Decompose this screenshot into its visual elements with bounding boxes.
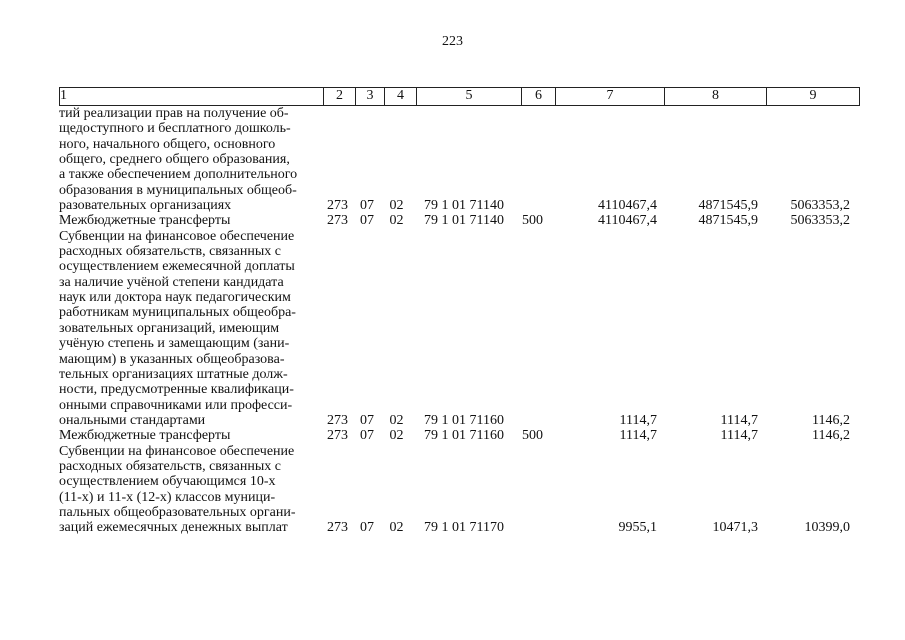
description-line: разовательных организациях: [59, 198, 232, 214]
cell-c7: 1114,7: [619, 412, 657, 428]
table-row: [59, 106, 850, 213]
cell-c5: 79 1 01 71140: [424, 198, 504, 214]
cell-c3: 07: [360, 520, 374, 536]
description-line: онными справочниками или професси-: [59, 397, 293, 413]
cell-c7: 1114,7: [619, 428, 657, 444]
cell-c2: 273: [327, 198, 348, 214]
column-header-7: 7: [556, 88, 665, 105]
cell-c5: 79 1 01 71160: [424, 412, 504, 428]
column-header-5: 5: [417, 88, 522, 105]
description-line: образования в муниципальных общеоб-: [59, 182, 297, 198]
cell-c7: 4110467,4: [598, 213, 657, 229]
column-header-8: 8: [665, 88, 767, 105]
cell-c8: 10471,3: [712, 520, 758, 536]
column-header-9: 9: [809, 88, 817, 103]
cell-c3: 07: [360, 198, 374, 214]
cell-c3: 07: [360, 412, 374, 428]
description-line: осуществлением ежемесячной доплаты: [59, 259, 295, 275]
column-header-4: 4: [385, 88, 417, 105]
description-line: тельных организациях штатные долж-: [59, 366, 288, 382]
table-body: [59, 106, 850, 536]
description-line: наук или доктора наук педагогическим: [59, 290, 291, 306]
cell-c2: 273: [327, 412, 348, 428]
row-description: [59, 444, 322, 536]
description-line: заций ежемесячных денежных выплат: [59, 520, 288, 536]
description-line: ональными стандартами: [59, 412, 206, 428]
description-line: расходных обязательств, связанных с: [59, 458, 281, 474]
cell-c4: 02: [389, 428, 404, 444]
description-line: зовательных организаций, имеющим: [59, 320, 280, 336]
description-line: Субвенции на финансовое обеспечение: [59, 443, 295, 459]
description-line: Субвенции на финансовое обеспечение: [59, 228, 295, 244]
cell-c4: 02: [389, 213, 404, 229]
description-line: ности, предусмотренные квалификаци-: [59, 382, 294, 398]
cell-c4: 02: [389, 412, 404, 428]
cell-c9: 10399,0: [804, 520, 850, 536]
cell-c9: 1146,2: [812, 428, 850, 444]
cell-c5: 79 1 01 71160: [424, 428, 504, 444]
description-line: Межбюджетные трансферты: [59, 213, 231, 229]
table-row: [59, 428, 850, 443]
table-row: [59, 229, 850, 428]
cell-c2: 273: [327, 428, 348, 444]
table-row: [59, 213, 850, 228]
description-line: за наличие учёной степени кандидата: [59, 274, 284, 290]
column-header-6: 6: [522, 88, 556, 105]
cell-c5: 79 1 01 71140: [424, 213, 504, 229]
cell-c4: 02: [389, 520, 404, 536]
description-line: а также обеспечением дополнительного: [59, 167, 298, 183]
cell-c2: 273: [327, 520, 348, 536]
row-description: [59, 428, 322, 443]
row-description: [59, 213, 322, 228]
page-number: 223: [442, 34, 463, 49]
cell-c7: 4110467,4: [598, 198, 657, 214]
description-line: тий реализации прав на получение об-: [59, 106, 289, 121]
description-line: работникам муниципальных общеобра-: [59, 305, 296, 321]
cell-c8: 1114,7: [720, 412, 758, 428]
table-row: [59, 444, 850, 536]
cell-c9: 1146,2: [812, 412, 850, 428]
cell-c3: 07: [360, 213, 374, 229]
description-line: ного, начального общего, основного: [59, 136, 276, 152]
cell-c8: 4871545,9: [698, 198, 758, 214]
row-description: [59, 106, 322, 213]
cell-c8: 1114,7: [720, 428, 758, 444]
description-line: общего, среднего общего образования,: [59, 152, 290, 168]
description-line: пальных общеобразовательных органи-: [59, 504, 296, 520]
cell-c7: 9955,1: [618, 520, 657, 536]
cell-c2: 273: [327, 213, 348, 229]
cell-c6: 500: [522, 213, 543, 229]
cell-c5: 79 1 01 71170: [424, 520, 504, 536]
description-line: учёную степень и замещающим (зани-: [59, 336, 290, 352]
cell-c9: 5063353,2: [790, 213, 850, 229]
column-header-1: 1: [60, 88, 324, 105]
description-line: расходных обязательств, связанных с: [59, 244, 281, 260]
description-line: Межбюджетные трансферты: [59, 428, 231, 444]
cell-c8: 4871545,9: [698, 213, 758, 229]
cell-c9: 5063353,2: [790, 198, 850, 214]
cell-c6: 500: [522, 428, 543, 444]
description-line: щедоступного и бесплатного дошколь-: [59, 121, 291, 137]
cell-c4: 02: [389, 198, 404, 214]
column-header-3: 3: [356, 88, 385, 105]
column-header-2: 2: [324, 88, 356, 105]
cell-c3: 07: [360, 428, 374, 444]
table-header: [59, 87, 860, 106]
description-line: мающим) в указанных общеобразова-: [59, 351, 285, 367]
description-line: (11-х) и 11-х (12-х) классов муници-: [59, 489, 276, 505]
row-description: [59, 229, 322, 428]
description-line: осуществлением обучающимся 10-х: [59, 474, 276, 490]
